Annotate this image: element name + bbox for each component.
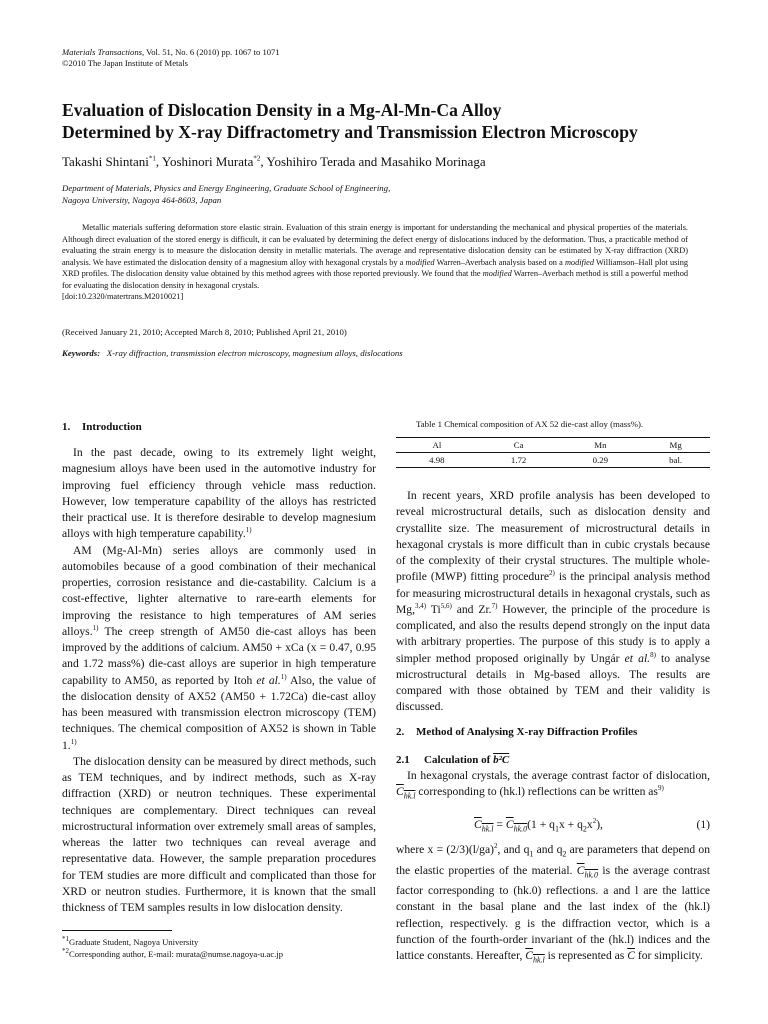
cf-text-a: In hexagonal crystals, the average contrast factor of dislocation,	[407, 769, 710, 782]
section-2-number: 2.	[396, 726, 405, 738]
where-text-b: , and q	[497, 843, 530, 856]
section-1-heading	[62, 421, 142, 433]
table-header-row	[396, 438, 710, 453]
ref-mark: 1)	[280, 672, 287, 681]
eq-sub: 1	[554, 824, 559, 834]
eq-part: x + q	[558, 818, 583, 831]
where-text-c: and q	[533, 843, 563, 856]
table-header-cell: Al	[432, 440, 442, 450]
doi-link[interactable]: [doi:10.2320/matertrans.M2010021]	[62, 292, 184, 301]
et-al: et al.	[256, 673, 281, 687]
copyright: ©2010 The Japan Institute of Metals	[62, 58, 188, 68]
title-line-2: Determined by X-ray Diffractometry and Transmission Electron Microscopy	[62, 122, 638, 142]
where-symbol-letter: C	[525, 949, 533, 963]
section-1-number: 1.	[62, 421, 71, 433]
section-2-1-symbol: b²C	[493, 754, 510, 766]
eq-part: (1 + q	[527, 818, 555, 831]
where-text-g: for simplicity.	[634, 949, 703, 963]
eq-sub: 2	[582, 824, 587, 834]
abstract-text-1: Metallic materials suffering deformation store elastic strain. Evaluation of this strain energy is important for understanding the mechanical and physical properties of the materials. Although direct evaluation of the stored energy is difficult, it can be evaluated by determining the defect energy of dislocations induced by the deformation. Thus, a practicable method of evaluating the strain energy is to measure the dislocation density in metallic materials. The average and representative dislocation density can be estimated by X-ray diffraction (XRD) analysis. We have estimated the dislocation density of a magnesium alloy with hexagonal crystals by a	[62, 223, 688, 267]
cf-symbol-letter: C	[396, 785, 404, 799]
ref-mark: 2)	[548, 569, 555, 578]
xrd-text-a: In recent years, XRD profile analysis has been developed to reveal microstructural details, such as dislocation density and crystallite size. The measurement of microstructural details in hexagonal crystals is more difficult than in cubic crystals because of the complexity of their crystal structures. The multiple whole-profile (MWP) fitting procedure	[396, 489, 710, 584]
ref-mark: 1)	[70, 737, 77, 746]
title-line-1: Evaluation of Dislocation Density in a Mg-Al-Mn-Ca Alloy	[62, 100, 502, 120]
abstract	[62, 222, 688, 303]
table-cell: bal.	[669, 455, 683, 465]
eq-part: ),	[596, 818, 603, 831]
eq-part: x	[586, 818, 593, 831]
intro-paragraph-1	[62, 445, 376, 543]
cf-symbol	[396, 785, 416, 801]
journal-header	[62, 47, 280, 69]
where-paragraph	[396, 842, 710, 969]
where-symbol-3	[627, 949, 635, 962]
author-2-mark: *2	[253, 154, 261, 163]
xrd-text-e: However, the principle of the procedure is complicated, and also the results depend strongly on the input data with arbitrary properties. The purpose of this study is to apply a simpler method proposed originally by Ungár	[396, 602, 710, 665]
ref-mark: 8)	[650, 650, 656, 659]
eq-lhs-letter: C	[474, 818, 482, 831]
xrd-paragraph	[396, 488, 710, 716]
abstract-em-3: modified	[482, 269, 512, 278]
author-1-mark: *1	[148, 154, 156, 163]
intro-p2-text-b: The creep strength of AM50 die-cast alloys has been improved by the additions of calcium. AM50 + xCa (x = 0.47, 0.95 and 1.72 mass%) die-cast alloys are superior in high temperature capability to AM50, as reported by Itoh	[62, 624, 376, 687]
author-2: , Yoshinori Murata	[155, 154, 254, 169]
composition-table	[396, 437, 710, 468]
abstract-em-2: modified	[564, 257, 594, 267]
journal-citation: , Vol. 51, No. 6 (2010) pp. 1067 to 1071	[141, 47, 280, 57]
intro-paragraph-3: The dislocation density can be measured by direct methods, such as TEM techniques, and by indirect methods, such as X-ray diffraction (XRD) or neutron techniques. These experimental techniques are complementary. Direct techniques can reveal microstructural information over extremely small areas of samples, whereas the latter two techniques can reveal average and representative data. However, the sample preparation procedures for TEM studies are more difficult and complicated than those for XRD or neutron studies. Furthermore, it is known that the small thickness of TEM samples results in low dislocation density.	[62, 754, 376, 914]
intro-p2-text-c: Also, the value of the dislocation density of AX52 (AM50 + 1.72Ca) die-cast alloy has been measured with transmission electron microscopy (TEM) techniques. The chemical composition of AX52 is shown in Table 1.	[62, 673, 377, 752]
contrast-factor-paragraph	[396, 768, 710, 805]
table-row	[396, 453, 710, 468]
eq-lhs	[474, 818, 494, 834]
section-2-1-text	[396, 768, 710, 805]
intro-p1-text: In the past decade, owing to its extremely light weight, magnesium alloys have been used in the automotive industry for improving fuel efficiency through vehicle mass reduction. However, low temperature capability of the alloys has restricted their practical use. It is therefore desirable to develop magnesium alloys with high temperature capability.	[62, 446, 376, 541]
where-sub: 1	[529, 849, 534, 859]
where-symbol-1	[577, 864, 598, 877]
eq-rhs	[505, 818, 528, 834]
cf-symbol-sub: hk.l	[403, 791, 416, 801]
intro-p2-text-a: AM (Mg-Al-Mn) series alloys are commonly used in automobiles because of a good combination of their mechanical properties, corrosion resistance and die-castability. Calcium is a cost-effective, lighter alternative to rare-earth elements for improving the resistance to high temperatures of AM series alloys.	[62, 543, 376, 638]
paper-title	[62, 99, 722, 143]
et-al: et al.	[624, 651, 651, 665]
where-symbol-sub: hk.0	[584, 869, 599, 879]
eq-sign: =	[493, 818, 506, 831]
eq-rhs-sub: hk.0	[513, 824, 528, 834]
table-header-cell: Mg	[669, 440, 682, 450]
abstract-text-3: Williamson–Hall plot using XRD profiles. The dislocation density value obtained by this method agrees with those reported previously. We found that the	[62, 257, 688, 278]
equation-body	[474, 818, 603, 833]
received-dates: (Received January 21, 2010; Accepted March 8, 2010; Published April 21, 2010)	[62, 327, 347, 337]
keywords-label: Keywords:	[62, 348, 101, 358]
xrd-text-d: and Zr.	[451, 602, 492, 616]
equation-number: (1)	[696, 818, 710, 831]
footnote-mark: *1	[62, 935, 69, 944]
affiliation	[62, 182, 662, 206]
ref-mark: 1)	[92, 623, 99, 632]
journal-name: Materials Transactions	[62, 47, 142, 57]
keywords-list: X-ray diffraction, transmission electron microscopy, magnesium alloys, dislocations	[106, 348, 403, 358]
xrd-text-c: Ti	[426, 602, 441, 616]
xrd-text-b: is the principal analysis method for measuring microstructural details in hexagonal crystals, such as Mg,	[396, 570, 710, 616]
section-2-1-number: 2.1	[396, 754, 410, 766]
table-cell: 0.29	[592, 455, 609, 465]
ref-mark: 1)	[245, 526, 252, 535]
author-list	[62, 154, 486, 170]
footnote-2	[62, 948, 283, 960]
ref-mark: 9)	[657, 784, 664, 793]
intro-paragraph-2	[62, 543, 376, 754]
after-equation-text	[396, 842, 710, 969]
section-2-heading	[396, 726, 637, 738]
footnote-2-text: Corresponding author, E-mail: murata@numse.nagoya-u.ac.jp	[69, 949, 284, 959]
author-1: Takashi Shintani	[62, 154, 149, 169]
where-text-f: is represented as	[544, 949, 628, 963]
where-sup: 2	[493, 842, 498, 851]
where-text-d: are parameters that depend on the elastic properties of the material.	[396, 843, 710, 877]
where-text-e: is the average contrast factor corresponding to (hk.0) reflections. a and l are the lattice constant in the basal plane and the last index of the (hk.l) reflection, respectively. g is the diffraction vector, which is a function of the fourth-order invariant of the (hk.l) indices and the lattice constants. Hereafter,	[396, 863, 710, 963]
footnote-1-text: Graduate Student, Nagoya University	[69, 937, 199, 947]
xrd-text-f: to analyse microstructural details in Mg-based alloys. The results are compared with those obtained by TEM and their validity is discussed.	[396, 651, 710, 714]
section-2-1-title: Calculation of	[424, 754, 494, 766]
section-1-title: Introduction	[82, 421, 142, 433]
keywords	[62, 348, 403, 358]
eq-lhs-sub: hk.l	[481, 824, 494, 834]
where-symbol-2	[525, 949, 545, 965]
where-symbol-letter: $\overline{C}$	[627, 949, 635, 963]
footnote-1	[62, 936, 283, 948]
cf-text-b: corresponding to (hk.l) reflections can be written as	[415, 785, 658, 799]
where-symbol-letter: C	[576, 863, 585, 877]
ref-mark: 7)	[491, 601, 498, 610]
section-2-1-heading	[396, 754, 509, 766]
table-header-cell: Ca	[513, 440, 524, 450]
table-cell: 1.72	[510, 455, 527, 465]
left-column	[62, 445, 376, 916]
author-3-4: , Yoshihiro Terada and Masahiko Morinaga	[260, 154, 486, 169]
where-symbol-sub: hk.l	[533, 955, 545, 965]
where-sub: 2	[562, 849, 567, 859]
affiliation-line-2: Nagoya University, Nagoya 464-8603, Japan	[62, 195, 222, 205]
where-text-a: where x = (2/3)(l/ga)	[396, 843, 494, 856]
abstract-text-2: Warren–Averbach analysis based on a	[434, 257, 565, 267]
footnote-divider	[62, 930, 172, 931]
table-cell: 4.98	[429, 455, 445, 465]
footnotes	[62, 936, 283, 960]
table-1-caption: Table 1 Chemical composition of AX 52 die-cast alloy (mass%).	[416, 419, 644, 429]
table-header-cell: Mn	[594, 440, 607, 450]
ref-mark: 5,6)	[440, 601, 452, 610]
affiliation-line-1: Department of Materials, Physics and Energy Engineering, Graduate School of Engineering,	[62, 183, 391, 193]
right-column	[396, 488, 710, 716]
abstract-em-1: modified	[405, 257, 435, 267]
abstract-text-4: Warren–Averbach method is still a powerful method for evaluating the dislocation density in hexagonal crystals.	[62, 269, 688, 290]
ref-mark: 3,4)	[415, 601, 427, 610]
section-2-title: Method of Analysing X-ray Diffraction Profiles	[416, 726, 638, 738]
footnote-mark: *2	[62, 947, 69, 956]
eq-rhs-letter: C	[505, 818, 514, 831]
eq-sup: 2	[592, 817, 597, 826]
